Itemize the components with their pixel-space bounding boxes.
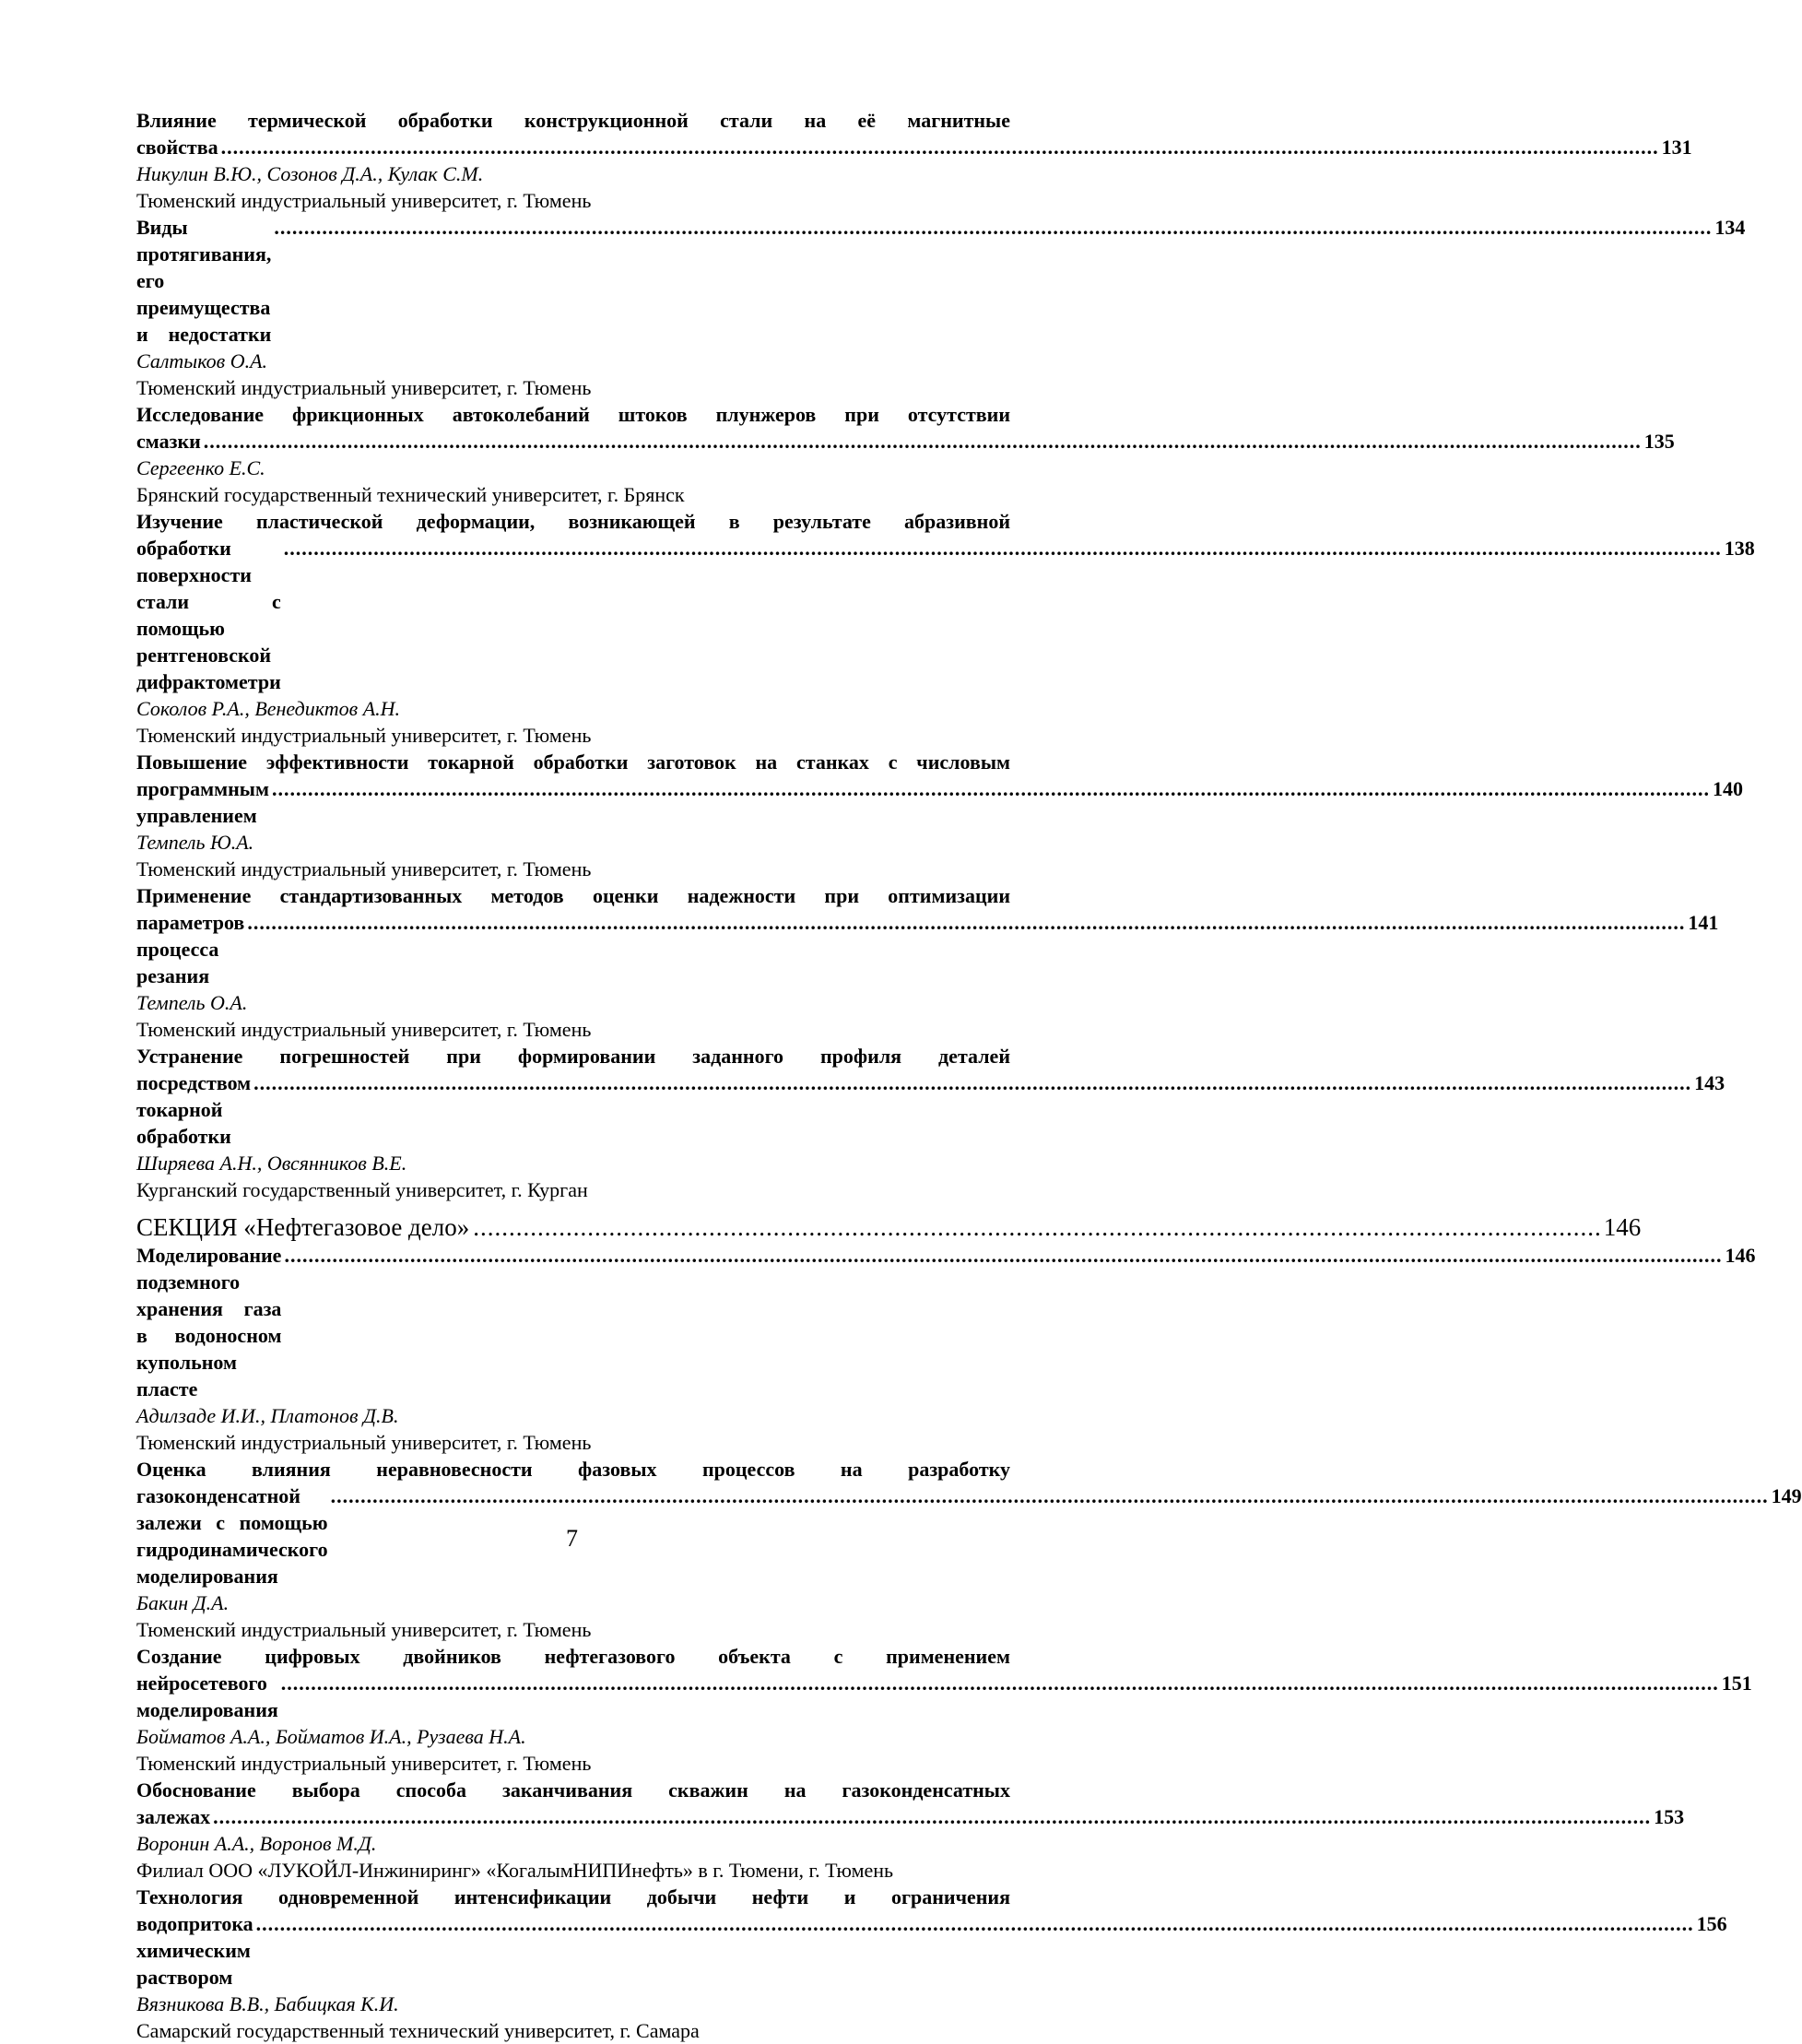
- entry-authors: Адилзаде И.И., Платонов Д.В.: [136, 1404, 399, 1427]
- entry-page-number: 151: [1721, 1672, 1752, 1695]
- entry-title-text: водопритока химическим раствором: [136, 1912, 253, 1989]
- entry-page-number: 134: [1714, 216, 1746, 239]
- dot-leader: ................................................................................................................................................................................................................................................: [253, 1071, 1692, 1094]
- toc-entry[interactable]: [136, 1242, 1756, 1456]
- table-of-contents: [136, 107, 1802, 2044]
- entry-title-last-line: [136, 909, 1719, 989]
- entry-title-line: Технология одновременной интенсификации добычи нефти и ограничения: [136, 1885, 1010, 1908]
- entry-title-text: залежах: [136, 1805, 211, 1828]
- entry-title-last-line: [136, 1910, 1727, 1991]
- entry-title-line: Обоснование выбора способа заканчивания скважин на газоконденсатных: [136, 1778, 1010, 1802]
- entry-title-last-line: [136, 214, 1746, 348]
- toc-entry[interactable]: [136, 401, 1675, 508]
- entry-title-line: Влияние термической обработки конструкционной стали на её магнитные: [136, 109, 1010, 132]
- entry-title-line: Изучение пластической деформации, возникающей в результате абразивной: [136, 510, 1010, 533]
- entry-title-last-line: [136, 1670, 1752, 1723]
- entry-authors: Бойматов А.А., Бойматов И.А., Рузаева Н.А.: [136, 1725, 526, 1748]
- entry-authors: Воронин А.А., Воронов М.Д.: [136, 1832, 377, 1855]
- entry-title-text: газоконденсатной залежи с помощью гидродинамического моделирования: [136, 1484, 328, 1588]
- entry-title-text: посредством токарной обработки: [136, 1071, 252, 1148]
- section-heading[interactable]: [136, 1212, 1642, 1242]
- dot-leader: ................................................................................................................................................................................................................................................: [280, 1672, 1719, 1695]
- toc-entry[interactable]: [136, 882, 1719, 1043]
- dot-leader: ..............................................................................................................................................................: [473, 1213, 1602, 1241]
- entry-organization: Брянский государственный технический университет, г. Брянск: [136, 483, 685, 506]
- toc-entry[interactable]: [136, 1643, 1752, 1777]
- entry-authors: Вязникова В.В., Бабицкая К.И.: [136, 1992, 399, 2015]
- entry-title-line: Устранение погрешностей при формировании заданного профиля деталей: [136, 1045, 1010, 1068]
- entry-title-text: обработки поверхности стали с помощью рентгеновской дифрактометри: [136, 537, 281, 693]
- entry-organization: Тюменский индустриальный университет, г. Тюмень: [136, 1752, 592, 1775]
- entry-organization: Тюменский индустриальный университет, г. Тюмень: [136, 189, 592, 212]
- dot-leader: ................................................................................................................................................................................................................................................: [255, 1912, 1694, 1935]
- entry-authors: Соколов Р.А., Венедиктов А.Н.: [136, 697, 401, 720]
- entry-title-text: Виды протягивания, его преимущества и недостатки: [136, 216, 272, 346]
- dot-leader: ................................................................................................................................................................................................................................................: [271, 777, 1710, 800]
- entry-title-text: смазки: [136, 430, 201, 453]
- entry-authors: Темпель О.А.: [136, 991, 248, 1014]
- entry-page-number: 131: [1661, 136, 1692, 159]
- entry-organization: Тюменский индустриальный университет, г. Тюмень: [136, 1618, 592, 1641]
- entry-title-text: нейросетевого моделирования: [136, 1672, 278, 1721]
- entry-page-number: 143: [1694, 1071, 1725, 1094]
- entry-organization: Тюменский индустриальный университет, г. Тюмень: [136, 1018, 592, 1041]
- dot-leader: ................................................................................................................................................................................................................................................: [213, 1805, 1652, 1828]
- entry-title-last-line: [136, 1242, 1756, 1402]
- toc-entry[interactable]: [136, 508, 1755, 749]
- entry-authors: Никулин В.Ю., Созонов Д.А., Кулак С.М.: [136, 162, 484, 185]
- entry-page-number: 141: [1688, 911, 1719, 934]
- entry-organization: Тюменский индустриальный университет, г. Тюмень: [136, 1431, 592, 1454]
- entry-title-line: Исследование фрикционных автоколебаний штоков плунжеров при отсутствии: [136, 403, 1010, 426]
- entry-organization: Тюменский индустриальный университет, г. Тюмень: [136, 857, 592, 880]
- entry-page-number: 135: [1643, 430, 1675, 453]
- entry-title-line: Создание цифровых двойников нефтегазового объекта с применением: [136, 1645, 1010, 1668]
- entry-title-line: Оценка влияния неравновесности фазовых процессов на разработку: [136, 1458, 1010, 1481]
- entry-organization: Тюменский индустриальный университет, г. Тюмень: [136, 724, 592, 747]
- entry-organization: Самарский государственный технический университет, г. Самара: [136, 2019, 700, 2042]
- toc-entry[interactable]: [136, 1884, 1727, 2044]
- entry-organization: Тюменский индустриальный университет, г. Тюмень: [136, 376, 592, 399]
- entry-title-text: параметров процесса резания: [136, 911, 245, 987]
- entry-authors: Темпель Ю.А.: [136, 831, 254, 854]
- dot-leader: ................................................................................................................................................................................................................................................: [220, 136, 1659, 159]
- entry-page-number: 140: [1712, 777, 1743, 800]
- entry-title-text: Моделирование подземного хранения газа в водоносном купольном пласте: [136, 1244, 282, 1400]
- dot-leader: ................................................................................................................................................................................................................................................: [274, 216, 1713, 239]
- entry-title-line: Повышение эффективности токарной обработки заготовок на станках с числовым: [136, 750, 1010, 774]
- toc-entry[interactable]: [136, 107, 1692, 214]
- toc-entry[interactable]: [136, 749, 1743, 882]
- entry-authors: Салтыков О.А.: [136, 349, 268, 372]
- dot-leader: ................................................................................................................................................................................................................................................: [284, 1244, 1723, 1267]
- entry-title-last-line: [136, 1069, 1725, 1150]
- entry-authors: Ширяева А.Н., Овсянников В.Е.: [136, 1152, 407, 1175]
- entry-organization: Курганский государственный университет, г. Курган: [136, 1178, 588, 1201]
- dot-leader: ................................................................................................................................................................................................................................................: [283, 537, 1722, 560]
- entry-title-text: свойства: [136, 136, 218, 159]
- section-title: СЕКЦИЯ «Нефтегазовое дело»: [136, 1213, 470, 1241]
- section-page-number: 146: [1603, 1213, 1642, 1241]
- page-number: 7: [566, 1525, 578, 1552]
- entry-title-last-line: [136, 1803, 1685, 1830]
- entry-page-number: 146: [1725, 1244, 1756, 1267]
- entry-page-number: 156: [1696, 1912, 1727, 1935]
- entry-page-number: 138: [1724, 537, 1755, 560]
- toc-entry[interactable]: [136, 1777, 1685, 1884]
- entry-authors: Сергеенко Е.С.: [136, 456, 265, 479]
- entry-title-text: программным управлением: [136, 777, 269, 827]
- dot-leader: ................................................................................................................................................................................................................................................: [247, 911, 1686, 934]
- toc-part-2: [136, 1242, 1802, 2044]
- entry-page-number: 153: [1654, 1805, 1685, 1828]
- entry-title-line: Применение стандартизованных методов оценки надежности при оптимизации: [136, 884, 1010, 907]
- dot-leader: ................................................................................................................................................................................................................................................: [330, 1484, 1769, 1507]
- entry-title-last-line: [136, 428, 1675, 455]
- entry-title-last-line: [136, 775, 1743, 829]
- entry-organization: Филиал ООО «ЛУКОЙЛ-Инжиниринг» «КогалымНИПИнефть» в г. Тюмени, г. Тюмень: [136, 1859, 894, 1882]
- toc-entry[interactable]: [136, 1043, 1725, 1203]
- entry-page-number: 149: [1771, 1484, 1802, 1507]
- dot-leader: ................................................................................................................................................................................................................................................: [203, 430, 1642, 453]
- toc-entry[interactable]: [136, 214, 1746, 401]
- entry-title-last-line: [136, 134, 1692, 160]
- entry-title-last-line: [136, 535, 1755, 695]
- toc-part-1: [136, 107, 1755, 1203]
- entry-authors: Бакин Д.А.: [136, 1591, 230, 1614]
